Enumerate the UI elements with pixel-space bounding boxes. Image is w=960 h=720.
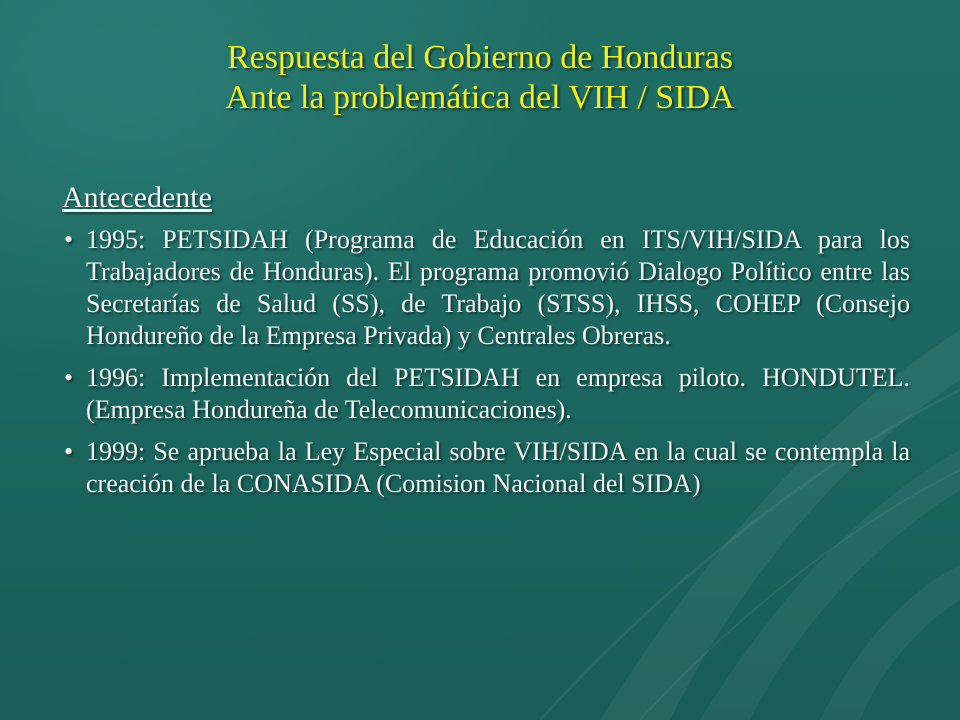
bullet-text: 1995: PETSIDAH (Programa de Educación en ITS/VIH/SIDA para los Trabajadores de Honduras). El programa promovió Dialogo Político entre las Secretarías de Salud (SS), de Trabajo (STSS), IHSS, COHEP (Consejo Hondureño de la Empresa Privada) y Centrales Obreras. xyxy=(86,225,910,350)
slide-content xyxy=(62,180,910,510)
bullet-item xyxy=(62,362,910,426)
bullet-text: 1996: Implementación del PETSIDAH en empresa piloto. HONDUTEL. (Empresa Hondureña de Telecomunicaciones). xyxy=(86,363,910,424)
bullet-dot-icon: • xyxy=(64,363,74,392)
bullet-list xyxy=(62,224,910,500)
bullet-text: 1999: Se aprueba la Ley Especial sobre VIH/SIDA en la cual se contempla la creación de la CONASIDA (Comision Nacional del SIDA) xyxy=(86,437,910,498)
section-heading: Antecedente xyxy=(62,181,212,214)
bullet-dot-icon: • xyxy=(64,437,74,466)
slide-title xyxy=(40,38,920,118)
bullet-dot-icon: • xyxy=(64,225,74,254)
title-line-2: Ante la problemática del VIH / SIDA xyxy=(225,79,735,116)
bullet-item xyxy=(62,436,910,500)
bullet-item xyxy=(62,224,910,352)
title-line-1: Respuesta del Gobierno de Honduras xyxy=(226,39,734,76)
